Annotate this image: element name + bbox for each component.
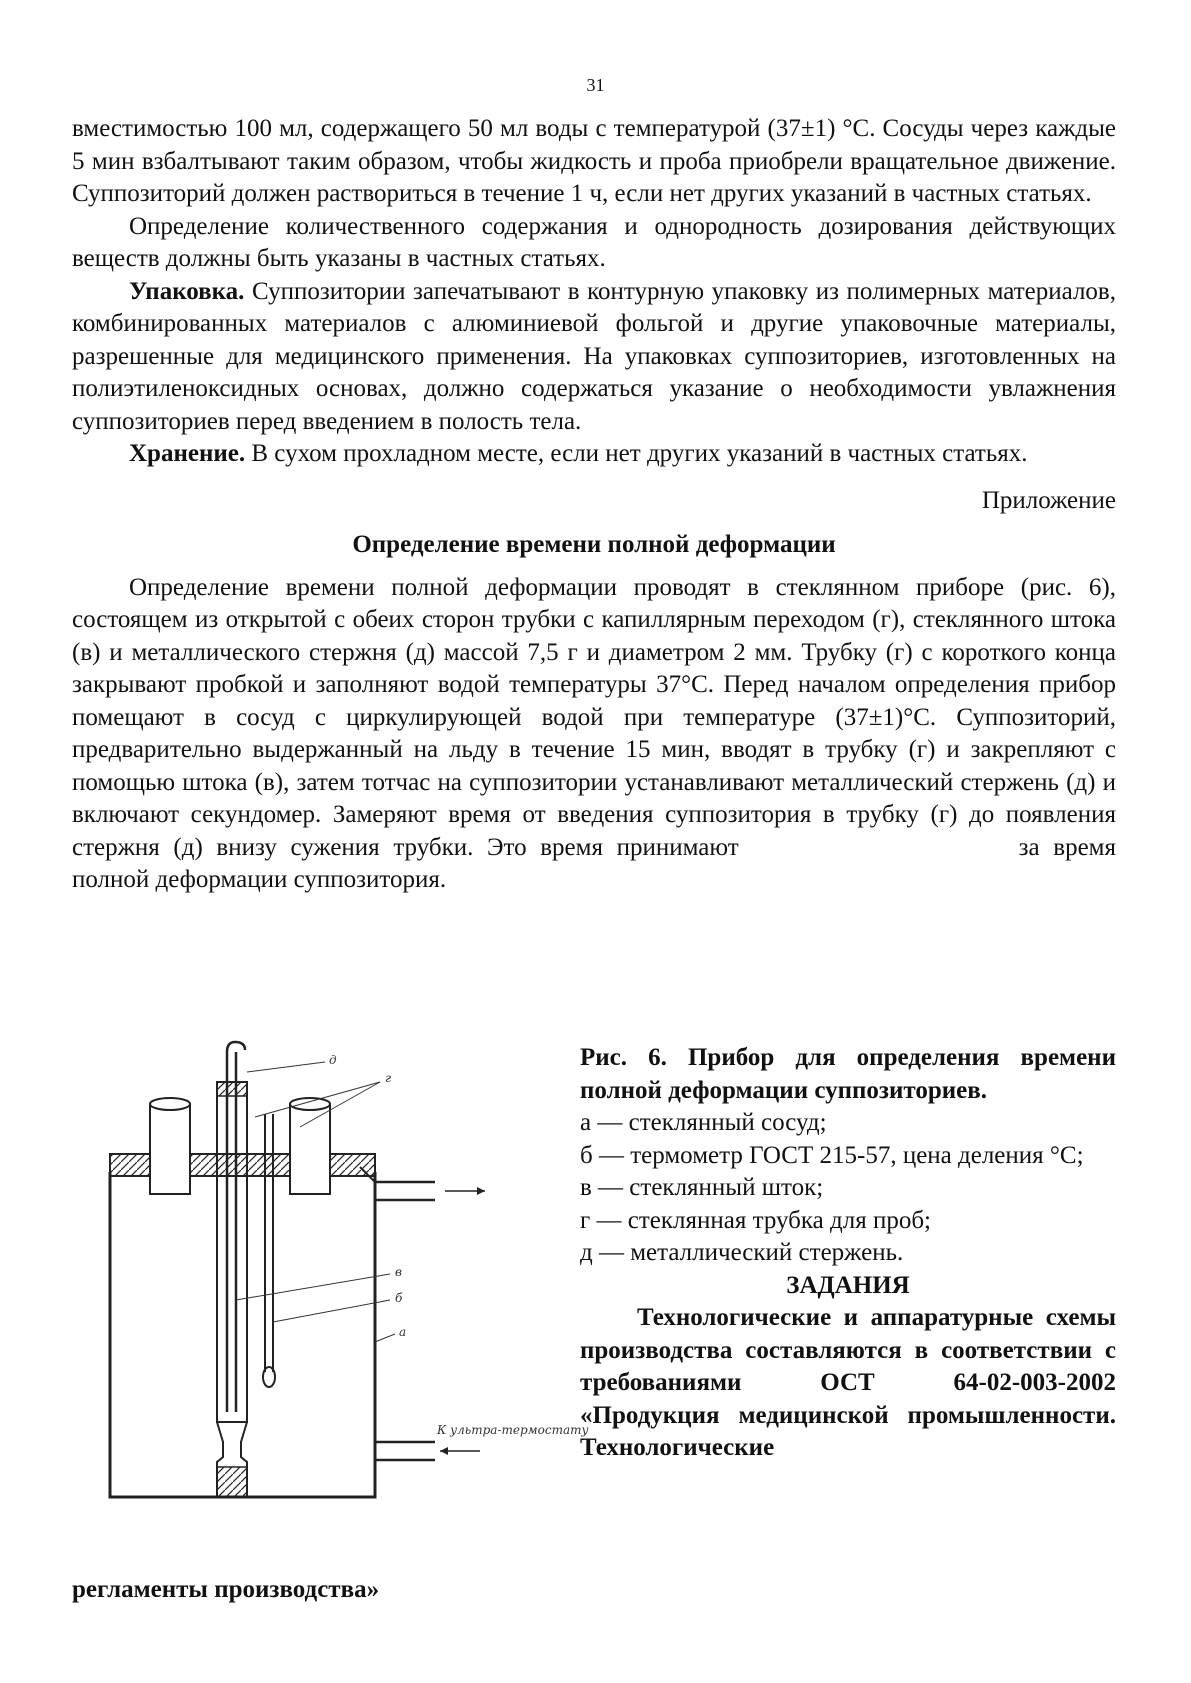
label-a: а bbox=[399, 1325, 407, 1339]
packaging-label: Упаковка. bbox=[129, 277, 245, 305]
rod-hook bbox=[227, 1042, 245, 1052]
label-d: д bbox=[329, 1053, 337, 1067]
figure-caption-block bbox=[580, 1042, 1116, 1465]
label-v: в bbox=[395, 1265, 402, 1279]
tasks-title: ЗАДАНИЯ bbox=[786, 1271, 910, 1299]
deformation-text-c: время полной деформации суппозитория. bbox=[72, 833, 1116, 893]
appendix-label: Приложение bbox=[981, 486, 1116, 514]
label-outlet: К ультра-термостату bbox=[437, 1423, 589, 1437]
tasks-tail: регламенты производства» bbox=[72, 1576, 380, 1603]
storage-text: В сухом прохладном месте, если нет других указаний в частных статьях. bbox=[245, 440, 1028, 467]
packaging-text: Суппозитории запечатывают в контурную упаковку из полимерных материалов, комбинированных материалов с алюминиевой фольгой и другие упаковочные материалы, разрешенные для медицинского применения. На упаковках суппозиториев, изготовленных на полиэтиленоксидных основах, должно содержаться указание о необходимости увлажнения суппозиториев перед введением в полость тела. bbox=[72, 277, 1116, 435]
paragraph-storage bbox=[72, 438, 1116, 471]
glass-tube bbox=[217, 1082, 247, 1422]
legend-item-a: а — стеклянный сосуд; bbox=[580, 1109, 827, 1136]
label-b: б bbox=[395, 1291, 403, 1305]
tasks-text: Технологические и аппаратурные схемы производства составляются в соответствии с требованиями ОСТ 64-02-003-2002 «Продукция медицинской промышленности. Технологические bbox=[580, 1304, 1116, 1461]
paragraph-dissolution: вместимостью 100 мл, содержащего 50 мл воды с температурой (37±1) °С. Сосуды через каждые 5 мин взбалтывают таким образом, чтобы жидкость и проба приобрели вращательное движение. Суппозиторий должен раствориться в течение 1 ч, если нет других указаний в частных статьях. bbox=[72, 115, 1116, 207]
legend-item-d: д — металлический стержень. bbox=[580, 1239, 904, 1266]
label-g: г bbox=[385, 1071, 392, 1085]
legend-item-b: б — термометр ГОСТ 215-57, цена деления °С; bbox=[580, 1141, 1084, 1169]
legend-item-v: в — стеклянный шток; bbox=[580, 1174, 824, 1201]
sample-tube bbox=[290, 1104, 330, 1194]
storage-label: Хранение. bbox=[129, 440, 246, 467]
apparatus-drawing bbox=[105, 1042, 589, 1512]
deformation-text-a: Определение времени полной деформации проводят в стеклянном приборе (рис. 6), состоящем из открытой с обеих сторон трубки с капиллярным переходом (г), стеклянного штока (в) и металлического стержня (д) массой 7,5 г и диаметром 2 мм. Трубку (г) с короткого конца закрывают пробкой и заполняют водой температуры 37°С. Перед началом определения прибор помещают в сосуд с циркулирующей водой при температуре (37±1)°С. Суппозиторий, предварительно выдержанный на льду в течение 15 мин, вводят в трубку (г) и закрепляют с помощью штока (в), затем тотчас на суппозитории устанавливают металлический стержень (д) и включают секундомер. Замеряют время от введения суппозитория в трубку (г) до появления стержня (д) внизу сужения трубки. Это время принимают bbox=[72, 573, 1116, 861]
apparatus-figure bbox=[105, 1042, 589, 1512]
deformation-text-b: за bbox=[1018, 833, 1040, 861]
paragraph-quantitative: Определение количественного содержания и однородность дозирования действующих веществ должны быть указаны в частных статьях. bbox=[72, 212, 1116, 272]
legend-item-g: г — стеклянная трубка для проб; bbox=[580, 1206, 931, 1234]
section-heading: Определение времени полной деформации bbox=[352, 531, 836, 558]
page-number: 31 bbox=[586, 75, 605, 95]
paragraph-deformation bbox=[72, 572, 1116, 897]
inlet-tube bbox=[150, 1104, 190, 1194]
paragraph-packaging bbox=[72, 276, 1116, 439]
vessel-outline bbox=[110, 1172, 375, 1497]
figure-caption-title: Рис. 6. Прибор для определения времени полной деформации суппозиториев. bbox=[580, 1044, 1116, 1104]
main-text-block bbox=[72, 113, 1116, 897]
